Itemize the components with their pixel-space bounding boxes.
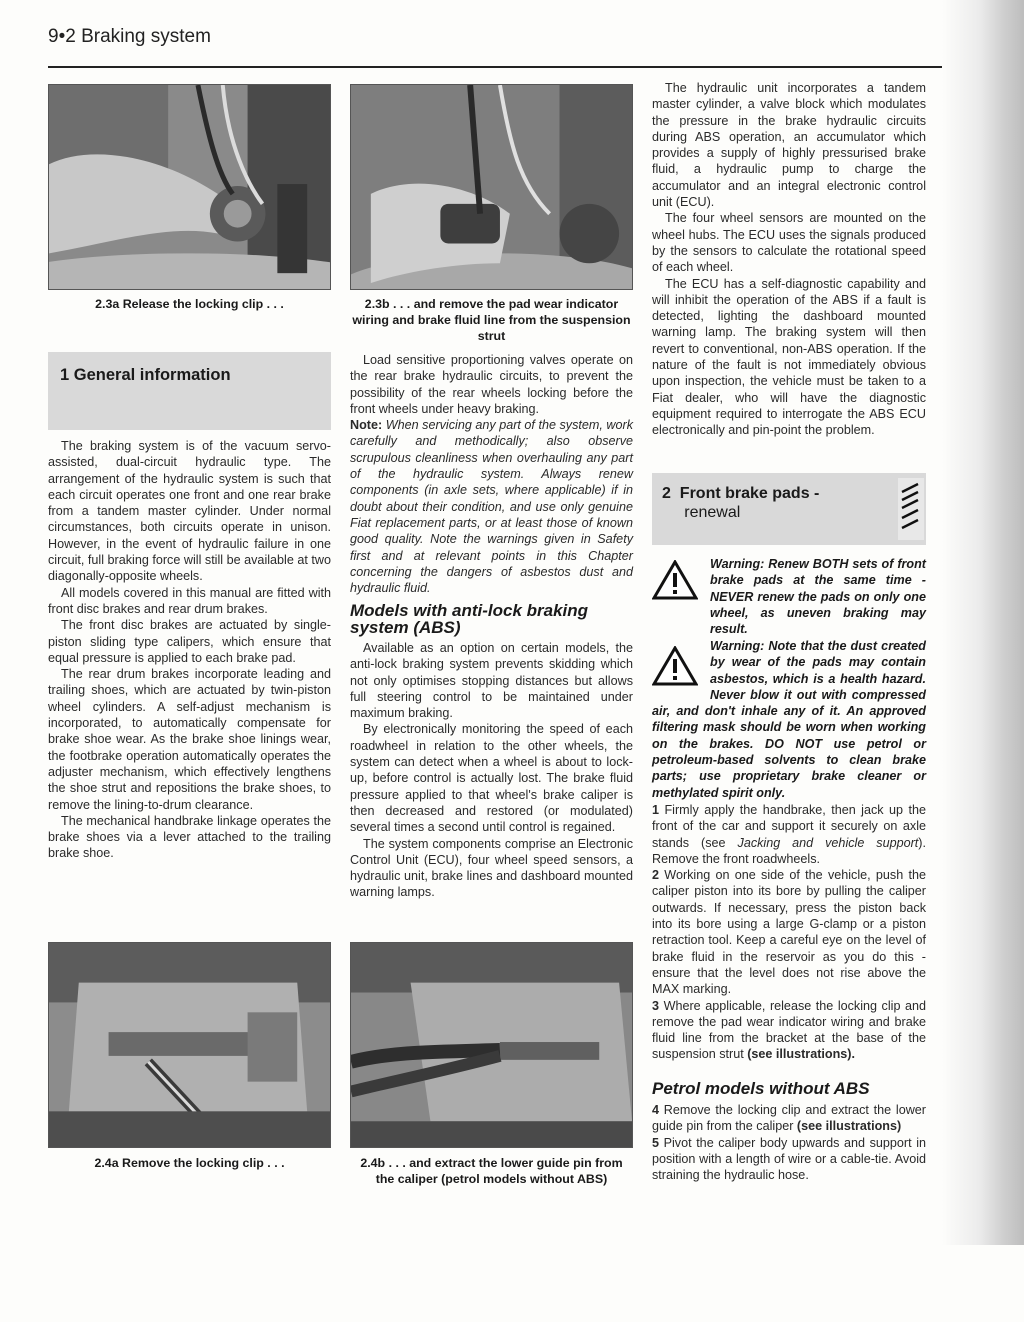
section-2-title-sub: renewal [684, 504, 741, 521]
section-2-title [662, 484, 842, 522]
warning-1-text: Warning: Renew BOTH sets of front brake pads at the same time - NEVER renew the pads on only one wheel, as uneven braking may result. [710, 557, 926, 637]
step-number: 4 [652, 1103, 660, 1117]
section-1-title: 1 General information [60, 366, 231, 384]
step-3 [652, 998, 926, 1063]
step-reference: Jacking and vehicle support [737, 835, 919, 850]
section-2-number: 2 [662, 485, 671, 502]
paragraph: The system components comprise an Electronic Control Unit (ECU), four wheel speed sensors, a hydraulic unit, brake lines and dashboard mounted warning lamps. [350, 836, 633, 900]
step-number: 2 [652, 868, 660, 883]
paragraph: Available as an option on certain models, the anti-lock braking system prevents skidding which not only optimises stopping distances but allows full steering control to be maintained under maximum braking. [350, 641, 633, 721]
step-reference: (see illustrations). [747, 1047, 855, 1062]
paragraph: By electronically monitoring the speed of each roadwheel in relation to the other wheels, the system can detect when a wheel is about to lock-up, before control is actually lost. The brake fluid pressure applied to that wheel's brake caliper is then decreased and restored (or modulated) several times a second until control is regained. [350, 722, 633, 835]
step-text: Firmly apply the handbrake, then jack up the front of the car and support it securely on axle stands (see [652, 803, 927, 850]
column-left-text [48, 438, 331, 862]
step-text: Remove the locking clip and extract the lower guide pin from the caliper [652, 1103, 926, 1134]
warning-2-body: Warning: Note that the dust created by wear of the pads may contain asbestos, which is a health hazard. Never blow it out with compressed air, and don't inhale any of it. An approved filtering mask should be worn when working on the brakes. DO NOT use petrol or petroleum-based solvents to clean brake parts; use proprietary brake cleaner or methylated spirit only. [652, 639, 926, 800]
caption-2-4a: 2.4a Remove the locking clip . . . [94, 1156, 285, 1170]
note-paragraph [350, 417, 633, 596]
photo-2-3b [350, 84, 633, 290]
step-2 [652, 867, 926, 997]
steps-text [652, 802, 926, 1063]
step-text: Working on one side of the vehicle, push the caliper piston into its bore by pulling the caliper outwards. If necessary, press the piston back into its bore using a large G-clamp or a piston retraction tool. Keep a careful eye on the level of brake fluid in the reservoir as you do this - ensure that the level does not rise above the MAX marking. [652, 868, 926, 997]
paragraph: The braking system is of the vacuum servo-assisted, dual-circuit hydraulic type. The arrangement of the hydraulic system is such that each circuit operates one front and one rear brake from a tandem master cylinder. Under normal circumstances, both circuits operate in unison. However, in the event of hydraulic failure in one circuit, full braking force will still be available at two diagonally-opposite wheels. [48, 439, 331, 584]
paragraph: The ECU has a self-diagnostic capability and will inhibit the operation of the ABS if a fault is detected, lighting the dashboard mounted warning lamp. The braking system will then revert to conventional, non-ABS operation. If the nature of the fault is not immediately obvious upon inspection, the vehicle must be taken to a Fiat dealer, who will have the diagnostic equipment required to interrogate the ABS ECU electronically and pin-point the problem. [652, 276, 926, 438]
photo-2-3a [48, 84, 331, 290]
column-middle-text [350, 352, 633, 596]
step-reference: (see illustrations) [796, 1119, 902, 1134]
step-number: 5 [652, 1135, 660, 1150]
step-text: Where applicable, release the locking clip and remove the pad wear indicator wiring and brake fluid line from the bracket at the base of the suspension strut [652, 998, 926, 1062]
caption-2-3a: 2.3a Release the locking clip . . . [95, 297, 284, 311]
photo-2-4b [350, 942, 633, 1148]
page-header: 9•2 Braking system [48, 26, 211, 47]
step-number: 1 [652, 803, 660, 817]
petrol-heading: Petrol models without ABS [652, 1079, 870, 1098]
column-middle-abs-text [350, 640, 633, 901]
abs-heading: Models with anti-lock braking system (ABS) [350, 601, 589, 637]
section-1-heading-box [48, 352, 331, 430]
step-text: ). Remove the front roadwheels. [652, 835, 926, 866]
header-rule [48, 66, 942, 68]
paragraph: The four wheel sensors are mounted on the wheel hubs. The ECU uses the signals produced by the sensors to calculate the rotational speed of each wheel. [652, 211, 926, 275]
step-1 [652, 802, 926, 867]
paragraph: Load sensitive proportioning valves operate on the rear brake hydraulic circuits, to prevent the possibility of the rear wheels locking before the front wheels under heavy braking. [350, 353, 633, 416]
step-number: 3 [652, 998, 660, 1013]
step-5 [652, 1135, 926, 1184]
step-text: Pivot the caliper body upwards and support in position with a length of wire or a cable-tie. Avoid straining the hydraulic hose. [652, 1135, 927, 1183]
paragraph: The hydraulic unit incorporates a tandem master cylinder, a valve block which modulates the pressure in the brake hydraulic circuits during ABS operation, an accumulator which provides a supply of highly pressurised brake fluid, a hydraulic pump to charge the accumulator and an integral electronic control unit (ECU). [652, 81, 926, 210]
section-2-title-main: Front brake pads - [679, 485, 820, 502]
paragraph: The front disc brakes are actuated by single-piston sliding type calipers, which ensure that equal pressure is applied to each brake pad. [48, 618, 331, 665]
steps-text-2 [652, 1102, 926, 1183]
paragraph: The rear drum brakes incorporate leading and trailing shoes, which are actuated by twin-piston wheel cylinders. A self-adjust mechanism is incorporated, to automatically compensate for brake shoe wear. As the brake shoe linings wear, the footbrake operation automatically operates the adjuster mechanism, which effectively lengthens the shoe strut and repositions the brake shoes, to remove the lining-to-drum clearance. [48, 667, 331, 812]
warning-2-text [652, 638, 926, 801]
caption-2-4b: 2.4b . . . and extract the lower guide pin from the caliper (petrol models without ABS) [360, 1156, 623, 1186]
scan-shadow-edge [942, 0, 1024, 1245]
column-right-text [652, 80, 926, 439]
paragraph: The mechanical handbrake linkage operates the brake shoes via a lever attached to the trailing brake shoe. [48, 813, 331, 861]
note-label: Note: [350, 418, 383, 433]
step-4 [652, 1102, 926, 1135]
caption-2-3b: 2.3b . . . and remove the pad wear indicator wiring and brake fluid line from the suspension strut [352, 297, 631, 343]
paragraph: All models covered in this manual are fitted with front disc brakes and rear drum brakes. [48, 585, 331, 616]
difficulty-wrench-icon [898, 478, 924, 540]
note-text: When servicing any part of the system, work carefully and methodically; also observe scrupulous cleanliness when overhauling any part of the hydraulic system. Always renew components (in axle sets, where applicable) if in doubt about their condition, and use only genuine Fiat replacement parts, or at least those of known good quality. Note the warnings given in Safety first and at relevant points in this Chapter concerning the dangers of asbestos dust and hydraulic fluid. [350, 418, 633, 596]
photo-2-4a [48, 942, 331, 1148]
